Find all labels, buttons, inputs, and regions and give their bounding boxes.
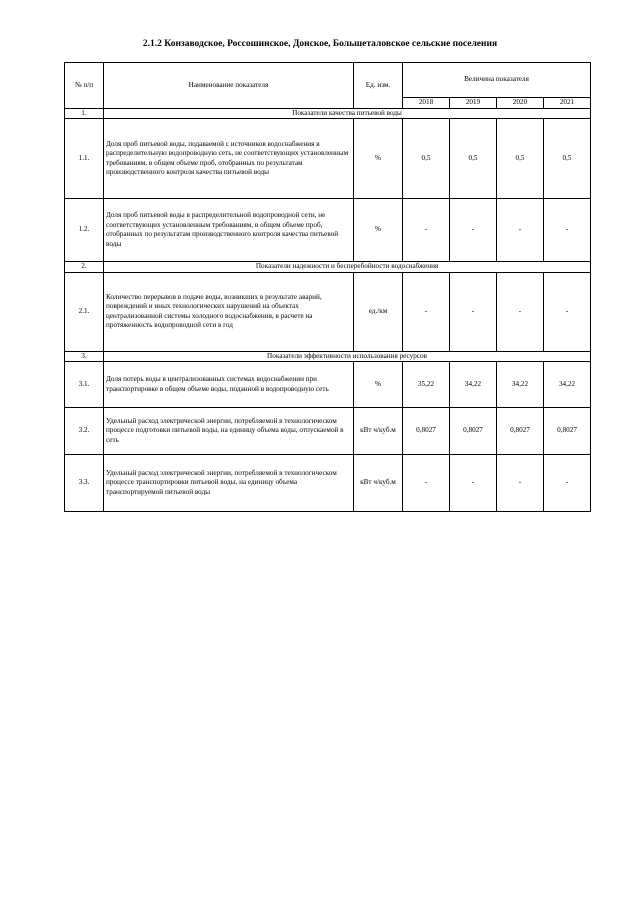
row-value: - [544,272,591,351]
row-name: Доля потерь воды в централизованных системах водоснабжении при транспортировке в общем объеме воды, поданной в водопроводную сеть [104,362,354,408]
table-row [65,362,591,408]
row-name: Доля проб питьевой воды в распределительной водопроводной сети, не соответствующих установленным требованиям, в общем объеме проб, отобранных по результатам производственного контроля качества питьевой воды [104,199,354,262]
row-num: 2.1. [65,272,104,351]
row-value: 0,8027 [403,408,450,455]
row-unit: кВт ч/куб.м [354,455,403,512]
row-value: - [403,455,450,512]
header-num: № п/п [65,63,104,109]
section-num: 1. [65,108,104,119]
row-value: 0,8027 [450,408,497,455]
section-num: 3. [65,351,104,362]
row-unit: % [354,119,403,199]
row-value: 0,5 [497,119,544,199]
table-row [65,455,591,512]
section-title: Показатели эффективности использования ресурсов [104,351,591,362]
row-value: - [450,199,497,262]
row-num: 3.1. [65,362,104,408]
section-num: 2. [65,262,104,273]
indicators-table [64,62,591,512]
section-row [65,351,591,362]
row-unit: кВт ч/куб.м [354,408,403,455]
row-value: - [403,272,450,351]
row-unit: % [354,362,403,408]
header-value: Величина показателя [403,63,591,98]
table-row [65,272,591,351]
row-value: - [544,199,591,262]
row-value: 35,22 [403,362,450,408]
header-year: 2020 [497,98,544,109]
row-value: - [403,199,450,262]
row-num: 3.3. [65,455,104,512]
row-num: 1.2. [65,199,104,262]
row-value: - [497,272,544,351]
row-value: 34,22 [450,362,497,408]
row-name: Удельный расход электрической энергии, потребляемой в технологическом процессе подготовки питьевой воды, на единицу объема воды, отпускаемой в сеть [104,408,354,455]
header-year: 2021 [544,98,591,109]
header-year: 2018 [403,98,450,109]
row-value: - [497,455,544,512]
section-row [65,262,591,273]
section-title: Показатели надежности и бесперебойности водоснабжения [104,262,591,273]
table-row [65,199,591,262]
row-value: 0,8027 [544,408,591,455]
header-year: 2019 [450,98,497,109]
row-value: 0,5 [403,119,450,199]
row-name: Доля проб питьевой воды, подаваемой с источников водоснабжения в распределительную водопроводную сеть, не соответствующих установленным требованиям, в общем объеме проб, отобранных по результатам производственного контроля качества питьевой воды [104,119,354,199]
table-row [65,119,591,199]
row-value: - [450,272,497,351]
row-name: Удельный расход электрической энергии, потребляемой в технологическом процессе транспортировки питьевой воды, на единицу объема транспортируемой питьевой воды [104,455,354,512]
row-num: 3.2. [65,408,104,455]
table-row [65,408,591,455]
page-title: 2.1.2 Конзаводское, Россошинское, Донское, Большеталовское сельские поселения [142,39,498,49]
row-value: - [544,455,591,512]
header-unit: Ед. изм. [354,63,403,109]
section-row [65,108,591,119]
row-value: 0,5 [544,119,591,199]
row-value: 34,22 [497,362,544,408]
row-value: 0,5 [450,119,497,199]
row-num: 1.1. [65,119,104,199]
row-name: Количество перерывов в подаче воды, возникших в результате аварий, повреждений и иных технологических нарушений на объектах централизованной системы холодного водоснабжения, в расчете на протяженность водопроводной сети в год [104,272,354,351]
section-title: Показатели качества питьевой воды [104,108,591,119]
row-value: - [497,199,544,262]
row-unit: % [354,199,403,262]
row-unit: ед./км [354,272,403,351]
row-value: 0,8027 [497,408,544,455]
header-name: Наименование показателя [104,63,354,109]
row-value: 34,22 [544,362,591,408]
row-value: - [450,455,497,512]
